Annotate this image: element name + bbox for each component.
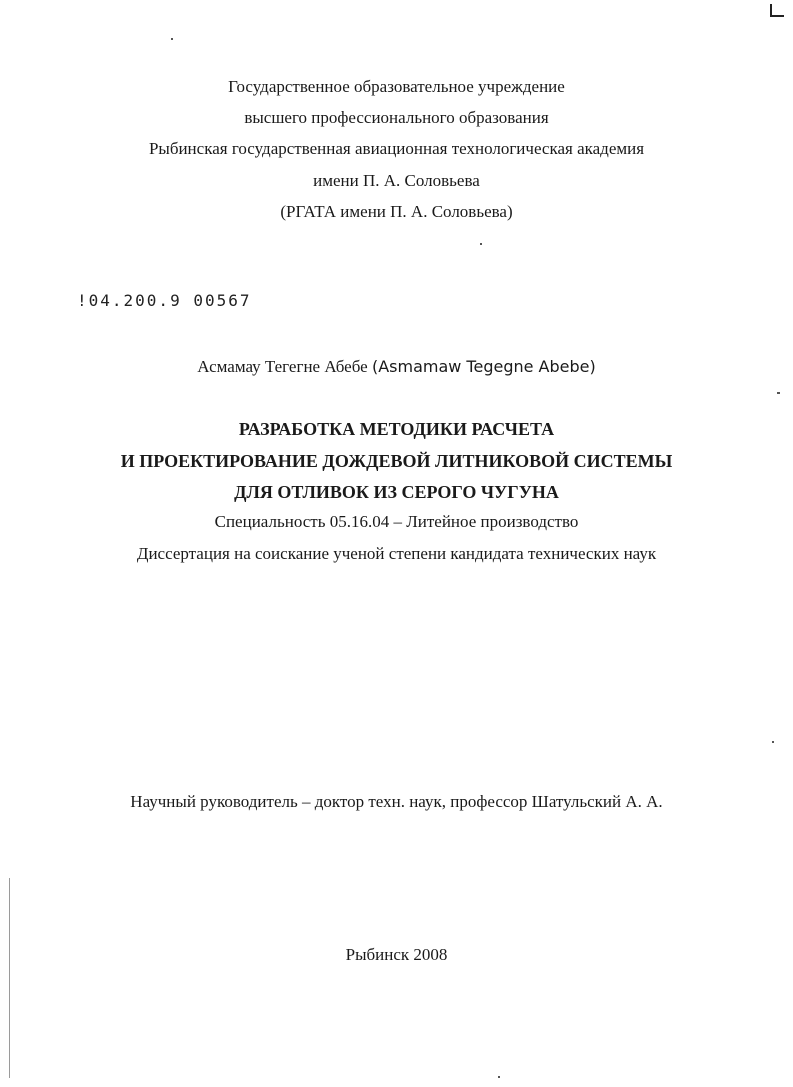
scan-speck <box>171 38 173 40</box>
degree-statement: Диссертация на соискание ученой степени кандидата технических наук <box>136 544 657 563</box>
header-line-5: (РГАТА имени П. А. Соловьева) <box>280 202 513 221</box>
header-line-3: Рыбинская государственная авиационная технологическая академия <box>148 139 645 158</box>
title-line-2: И ПРОЕКТИРОВАНИЕ ДОЖДЕВОЙ ЛИТНИКОВОЙ СИСТЕМЫ <box>120 451 673 471</box>
place-and-year: Рыбинск 2008 <box>345 945 448 964</box>
author-line <box>0 356 793 378</box>
left-margin-rule <box>9 878 10 1078</box>
registration-code: !04.200.9 00567 <box>77 291 252 310</box>
title-line-3: ДЛЯ ОТЛИВОК ИЗ СЕРОГО ЧУГУНА <box>234 482 559 502</box>
specialty: Специальность 05.16.04 – Литейное производство <box>214 512 579 531</box>
scan-speck <box>498 1076 500 1078</box>
author-name-en: (Asmamaw Tegegne Abebe) <box>371 357 596 376</box>
scan-speck <box>772 741 774 743</box>
header-line-1: Государственное образовательное учреждение <box>228 77 565 96</box>
scan-speck <box>480 243 482 245</box>
scientific-advisor: Научный руководитель – доктор техн. наук, профессор Шатульский А. А. <box>130 792 663 811</box>
corner-mark <box>770 4 784 17</box>
header-line-2: высшего профессионального образования <box>244 108 549 127</box>
scan-speck <box>777 392 780 394</box>
author-name-ru: Асмамау Тегегне Абебе <box>197 357 368 376</box>
title-line-1: РАЗРАБОТКА МЕТОДИКИ РАСЧЕТА <box>238 419 555 439</box>
header-line-4: имени П. А. Соловьева <box>313 171 480 190</box>
